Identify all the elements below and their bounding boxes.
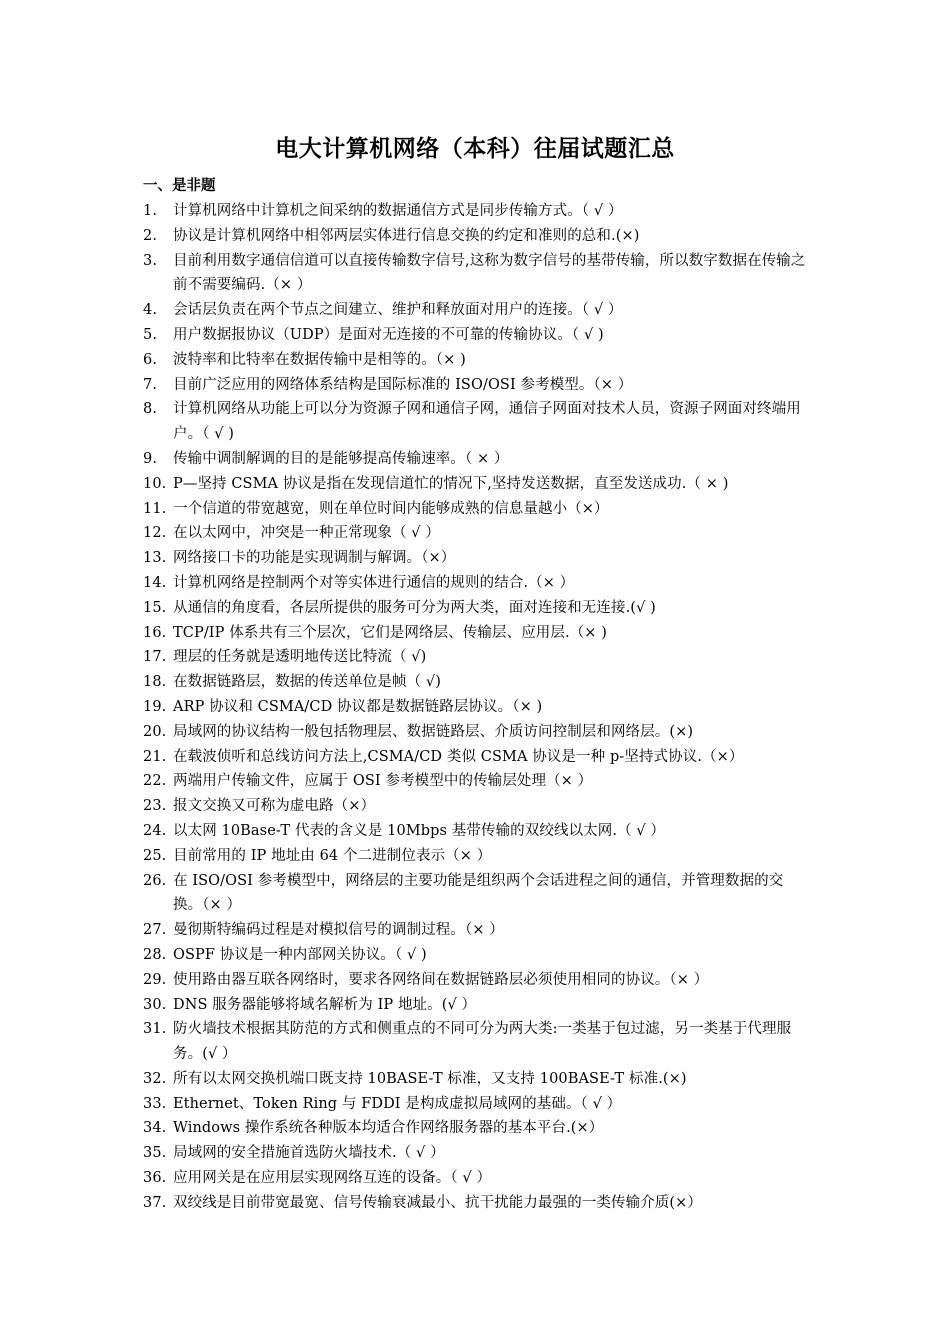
item-number: 10. xyxy=(143,475,167,492)
item-text: Windows 操作系统各种版本均适合作网络服务器的基本平台.(×） xyxy=(173,1120,604,1137)
list-item xyxy=(143,571,808,596)
list-item xyxy=(143,1067,808,1092)
item-text: 目前常用的 IP 地址由 64 个二进制位表示（× ） xyxy=(173,847,492,864)
list-item xyxy=(143,397,808,447)
item-text: Ethernet、Token Ring 与 FDDI 是构成虚拟局域网的基础。（ √ ） xyxy=(173,1095,622,1112)
question-list xyxy=(143,199,808,1216)
item-number: 23. xyxy=(143,798,167,815)
item-number: 24. xyxy=(143,822,167,839)
list-item xyxy=(143,993,808,1018)
item-text: 曼彻斯特编码过程是对模拟信号的调制过程。（× ） xyxy=(173,922,504,939)
item-text: 计算机网络中计算机之间采纳的数据通信方式是同步传输方式。（ √ ） xyxy=(173,203,623,219)
item-text: 防火墙技术根据其防范的方式和侧重点的不同可分为两大类:一类基于包过滤，另一类基于代理服务。(√ ） xyxy=(173,1021,792,1063)
item-text: 波特率和比特率在数据传输中是相等的。（× ) xyxy=(173,351,466,368)
item-text: TCP/IP 体系共有三个层次，它们是网络层、传输层、应用层.（× ) xyxy=(173,624,608,641)
item-text: 网络接口卡的功能是实现调制与解调。（×） xyxy=(173,550,456,567)
item-text: 计算机网络从功能上可以分为资源子网和通信子网，通信子网面对技术人员，资源子网面对终端用户。（ √ ) xyxy=(173,401,801,443)
list-item xyxy=(143,745,808,770)
list-item xyxy=(143,769,808,794)
item-text: ARP 协议和 CSMA/CD 协议都是数据链路层协议。（× ) xyxy=(173,698,543,715)
item-text: 会话层负责在两个节点之间建立、维护和释放面对用户的连接。（ √ ） xyxy=(173,302,623,319)
item-number: 27. xyxy=(143,922,167,939)
item-text: 在载波侦听和总线访问方法上,CSMA/CD 类似 CSMA 协议是一种 p-坚持式协议.（×） xyxy=(173,748,744,765)
item-number: 29. xyxy=(143,971,167,988)
item-number: 35. xyxy=(143,1145,167,1162)
list-item xyxy=(143,1191,808,1216)
item-text: 两端用户传输文件，应属于 OSI 参考模型中的传输层处理（× ） xyxy=(173,773,593,790)
page-title: 电大计算机网络（本科）往届试题汇总 xyxy=(275,136,675,162)
item-text: 传输中调制解调的目的是能够提高传输速率。（ × ） xyxy=(173,450,509,467)
list-item xyxy=(143,298,808,323)
item-number: 1. xyxy=(143,203,158,219)
list-item xyxy=(143,521,808,546)
list-item xyxy=(143,794,808,819)
item-text: 以太网 10Base-T 代表的含义是 10Mbps 基带传输的双绞线以太网.（ √ ） xyxy=(173,822,666,839)
item-number: 37. xyxy=(143,1194,167,1211)
item-number: 22. xyxy=(143,773,167,790)
item-number: 4. xyxy=(143,302,158,319)
item-text: 目前利用数字通信信道可以直接传输数字信号,这称为数字信号的基带传输，所以数字数据在传输之前不需要编码.（× ） xyxy=(173,252,806,294)
list-item xyxy=(143,1116,808,1141)
section-heading: 一、是非题 xyxy=(143,178,216,194)
list-item xyxy=(143,621,808,646)
list-item xyxy=(143,249,808,299)
list-item xyxy=(143,869,808,919)
list-item xyxy=(143,224,808,249)
item-number: 14. xyxy=(143,574,167,591)
item-number: 7. xyxy=(143,376,158,393)
item-number: 12. xyxy=(143,525,167,542)
item-text: 应用网关是在应用层实现网络互连的设备。（ √ ） xyxy=(173,1170,492,1187)
list-item xyxy=(143,1166,808,1191)
item-text: 双绞线是目前带宽最宽、信号传输衰减最小、抗干扰能力最强的一类传输介质(×） xyxy=(173,1194,703,1211)
item-number: 9. xyxy=(143,450,158,467)
list-item xyxy=(143,323,808,348)
item-number: 3. xyxy=(143,252,158,269)
item-number: 33. xyxy=(143,1095,167,1112)
item-text: 用户数据报协议（UDP）是面对无连接的不可靠的传输协议。（ √ ) xyxy=(173,326,604,343)
item-text: 理层的任务就是透明地传送比特流（ √) xyxy=(173,649,427,666)
item-number: 21. xyxy=(143,748,167,765)
list-item xyxy=(143,472,808,497)
list-item xyxy=(143,348,808,373)
list-item xyxy=(143,645,808,670)
list-item xyxy=(143,596,808,621)
item-text: 在以太网中，冲突是一种正常现象（ √ ） xyxy=(173,525,440,542)
item-number: 25. xyxy=(143,847,167,864)
item-number: 15. xyxy=(143,599,167,616)
list-item xyxy=(143,1017,808,1067)
item-number: 16. xyxy=(143,624,167,641)
item-text: P—坚持 CSMA 协议是指在发现信道忙的情况下,坚持发送数据，直至发送成功.（ × ) xyxy=(173,475,729,492)
item-number: 26. xyxy=(143,872,167,889)
item-text: 局域网的安全措施首选防火墙技术.（ √ ） xyxy=(173,1145,445,1162)
item-number: 28. xyxy=(143,946,167,963)
list-item xyxy=(143,819,808,844)
list-item xyxy=(143,1092,808,1117)
item-text: 在 ISO/OSI 参考模型中，网络层的主要功能是组织两个会话进程之间的通信，并管理数据的交换。（× ） xyxy=(173,872,784,914)
list-item xyxy=(143,1141,808,1166)
item-number: 19. xyxy=(143,698,167,715)
item-text: 在数据链路层，数据的传送单位是帧（ √) xyxy=(173,674,442,691)
item-number: 20. xyxy=(143,723,167,740)
item-text: 计算机网络是控制两个对等实体进行通信的规则的结合.（× ） xyxy=(173,574,575,591)
item-number: 2. xyxy=(143,227,158,244)
list-item xyxy=(143,497,808,522)
list-item xyxy=(143,447,808,472)
list-item xyxy=(143,670,808,695)
item-text: 使用路由器互联各网络时，要求各网络间在数据链路层必须使用相同的协议。（× ） xyxy=(173,971,709,988)
item-number: 18. xyxy=(143,674,167,691)
item-text: 协议是计算机网络中相邻两层实体进行信息交换的约定和准则的总和.(×) xyxy=(173,227,640,244)
item-number: 6. xyxy=(143,351,158,368)
list-item xyxy=(143,199,808,224)
list-item xyxy=(143,373,808,398)
item-text: OSPF 协议是一种内部网关协议。（ √ ) xyxy=(173,946,427,963)
list-item xyxy=(143,546,808,571)
item-number: 34. xyxy=(143,1120,167,1137)
item-number: 11. xyxy=(143,500,167,517)
item-number: 30. xyxy=(143,996,167,1013)
item-text: 报文交换又可称为虚电路（×） xyxy=(173,798,376,815)
list-item xyxy=(143,844,808,869)
list-item xyxy=(143,918,808,943)
item-number: 5. xyxy=(143,326,158,343)
item-text: DNS 服务器能够将域名解析为 IP 地址。(√ ） xyxy=(173,996,477,1013)
item-number: 31. xyxy=(143,1021,167,1038)
item-number: 36. xyxy=(143,1170,167,1187)
list-item xyxy=(143,695,808,720)
item-number: 32. xyxy=(143,1070,167,1087)
item-text: 局域网的协议结构一般包括物理层、数据链路层、介质访问控制层和网络层。(×) xyxy=(173,723,694,740)
list-item xyxy=(143,720,808,745)
list-item xyxy=(143,943,808,968)
item-text: 目前广泛应用的网络体系结构是国际标准的 ISO/OSI 参考模型。（× ） xyxy=(173,376,633,393)
item-number: 8. xyxy=(143,401,158,418)
item-text: 所有以太网交换机端口既支持 10BASE-T 标准，又支持 100BASE-T 标准.(×) xyxy=(173,1070,687,1087)
item-text: 一个信道的带宽越宽，则在单位时间内能够成熟的信息量越小（×） xyxy=(173,500,609,517)
list-item xyxy=(143,968,808,993)
item-number: 17. xyxy=(143,649,167,666)
item-number: 13. xyxy=(143,550,167,567)
item-text: 从通信的角度看，各层所提供的服务可分为两大类，面对连接和无连接.(√ ) xyxy=(173,599,656,616)
